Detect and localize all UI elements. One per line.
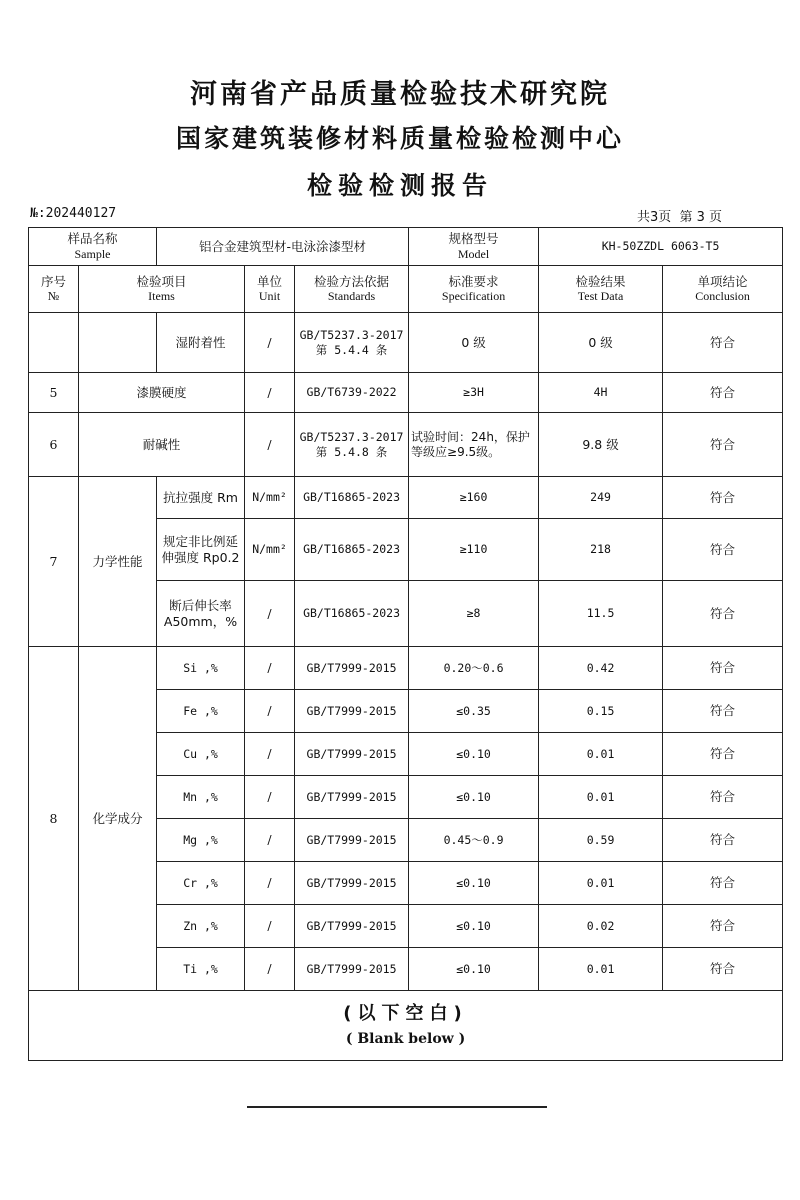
row-unit: / — [245, 733, 295, 776]
col-unit-en: Unit — [258, 289, 281, 304]
model-value: KH-50ZZDL 6063-T5 — [539, 228, 783, 266]
column-header-row — [29, 266, 783, 313]
model-label-en: Model — [457, 246, 490, 261]
row-spec: ≥160 — [409, 477, 539, 519]
table-row — [29, 313, 783, 373]
row-item: Cu ,% — [157, 733, 245, 776]
row-item: 规定非比例延伸强度 Rp0.2 — [157, 519, 245, 581]
row-no: 6 — [29, 413, 79, 477]
total-pages: 共3页 — [637, 210, 672, 225]
blank-below-cn: (以下空白) — [343, 1002, 468, 1024]
results-table — [28, 227, 783, 1061]
col-no-en: № — [47, 289, 60, 304]
row-data: 0.59 — [539, 819, 663, 862]
col-data-cn: 检验结果 — [575, 273, 626, 289]
sample-label-en: Sample — [74, 246, 111, 261]
row-item: Cr ,% — [157, 862, 245, 905]
row-standard: GB/T7999-2015 — [295, 862, 409, 905]
col-concl-cn: 单项结论 — [697, 273, 748, 289]
row-item: Zn ,% — [157, 905, 245, 948]
blank-below-en: ( Blank below ) — [345, 1031, 466, 1047]
current-page: 第 3 页 — [679, 210, 722, 225]
col-spec-en: Specification — [441, 289, 506, 304]
row-standard: GB/T16865-2023 — [295, 519, 409, 581]
row-standard: GB/T7999-2015 — [295, 733, 409, 776]
row-conclusion: 符合 — [663, 905, 783, 948]
row-unit: / — [245, 776, 295, 819]
row-item: 湿附着性 — [157, 313, 245, 373]
row-conclusion: 符合 — [663, 519, 783, 581]
row-conclusion: 符合 — [663, 948, 783, 991]
col-concl-en: Conclusion — [695, 289, 750, 304]
row-item: Mg ,% — [157, 819, 245, 862]
row-item: Ti ,% — [157, 948, 245, 991]
row-item: Fe ,% — [157, 690, 245, 733]
row-spec: 试验时间：24h，保护等级应≥9.5级。 — [409, 413, 539, 477]
table-row — [29, 647, 783, 690]
row-conclusion: 符合 — [663, 313, 783, 373]
row-standard: GB/T5237.3-2017 第 5.4.4 条 — [295, 313, 409, 373]
row-unit: / — [245, 581, 295, 647]
row-unit: N/mm² — [245, 519, 295, 581]
row-conclusion: 符合 — [663, 733, 783, 776]
row-conclusion: 符合 — [663, 477, 783, 519]
row-conclusion: 符合 — [663, 413, 783, 477]
table-row — [29, 413, 783, 477]
row-standard: GB/T16865-2023 — [295, 477, 409, 519]
report-title-institute: 河南省产品质量检验技术研究院 — [190, 79, 610, 110]
sample-row — [29, 228, 783, 266]
row-spec: ≥8 — [409, 581, 539, 647]
row-data: 0.02 — [539, 905, 663, 948]
row-data: 0.15 — [539, 690, 663, 733]
row-spec: ≤0.10 — [409, 733, 539, 776]
row-unit: / — [245, 690, 295, 733]
page-info — [633, 206, 722, 225]
row-data: 0.01 — [539, 733, 663, 776]
sample-value: 铝合金建筑型材-电泳涂漆型材 — [157, 228, 409, 266]
blank-below-cell — [29, 991, 783, 1061]
row-standard: GB/T6739-2022 — [295, 373, 409, 413]
col-no — [29, 266, 79, 313]
row-no — [29, 313, 79, 373]
col-unit — [245, 266, 295, 313]
row-data: 0.01 — [539, 862, 663, 905]
row-conclusion: 符合 — [663, 776, 783, 819]
sample-label-cn: 样品名称 — [67, 231, 118, 247]
row-unit: / — [245, 647, 295, 690]
row-unit: N/mm² — [245, 477, 295, 519]
row-standard: GB/T7999-2015 — [295, 690, 409, 733]
row-conclusion: 符合 — [663, 819, 783, 862]
row-spec: ≤0.35 — [409, 690, 539, 733]
row-item: Si ,% — [157, 647, 245, 690]
col-items-en: Items — [148, 289, 175, 304]
table-row — [29, 477, 783, 519]
row-data: 0.01 — [539, 948, 663, 991]
sample-label — [29, 228, 157, 266]
row-data: 0.01 — [539, 776, 663, 819]
row-unit: / — [245, 819, 295, 862]
row-data: 4H — [539, 373, 663, 413]
col-std-cn: 检验方法依据 — [314, 273, 390, 289]
col-test-data — [539, 266, 663, 313]
row-spec: 0.20～0.6 — [409, 647, 539, 690]
row-group — [79, 313, 157, 373]
row-data: 218 — [539, 519, 663, 581]
row-spec: ≤0.10 — [409, 948, 539, 991]
footer-rule — [247, 1106, 547, 1108]
row-spec: 0 级 — [409, 313, 539, 373]
row-group: 化学成分 — [79, 647, 157, 991]
col-specification — [409, 266, 539, 313]
row-standard: GB/T7999-2015 — [295, 948, 409, 991]
row-standard: GB/T7999-2015 — [295, 905, 409, 948]
report-title-center: 国家建筑装修材料质量检验检测中心 — [175, 124, 624, 153]
row-spec: ≤0.10 — [409, 905, 539, 948]
row-unit: / — [245, 373, 295, 413]
row-item: 耐碱性 — [79, 413, 245, 477]
row-data: 0.42 — [539, 647, 663, 690]
row-no: 7 — [29, 477, 79, 647]
row-conclusion: 符合 — [663, 373, 783, 413]
row-spec: ≥110 — [409, 519, 539, 581]
row-unit: / — [245, 905, 295, 948]
row-data: 0 级 — [539, 313, 663, 373]
row-conclusion: 符合 — [663, 690, 783, 733]
row-spec: ≥3H — [409, 373, 539, 413]
row-spec: ≤0.10 — [409, 862, 539, 905]
col-spec-cn: 标准要求 — [448, 273, 499, 289]
row-spec: 0.45～0.9 — [409, 819, 539, 862]
row-item: 漆膜硬度 — [79, 373, 245, 413]
col-items — [79, 266, 245, 313]
row-unit: / — [245, 413, 295, 477]
report-title: 检验检测报告 — [306, 171, 493, 200]
row-conclusion: 符合 — [663, 647, 783, 690]
row-unit: / — [245, 862, 295, 905]
row-group: 力学性能 — [79, 477, 157, 647]
row-standard: GB/T16865-2023 — [295, 581, 409, 647]
col-no-cn: 序号 — [40, 273, 66, 289]
row-no: 8 — [29, 647, 79, 991]
row-standard: GB/T7999-2015 — [295, 819, 409, 862]
col-data-en: Test Data — [577, 289, 624, 304]
row-standard: GB/T5237.3-2017 第 5.4.8 条 — [295, 413, 409, 477]
model-label-cn: 规格型号 — [448, 231, 499, 247]
row-item: 断后伸长率 A50mm，% — [157, 581, 245, 647]
row-no: 5 — [29, 373, 79, 413]
blank-below-row — [29, 991, 783, 1061]
table-row — [29, 373, 783, 413]
row-unit: / — [245, 313, 295, 373]
col-std-en: Standards — [327, 289, 376, 304]
row-data: 249 — [539, 477, 663, 519]
col-items-cn: 检验项目 — [136, 273, 187, 289]
model-label — [409, 228, 539, 266]
row-standard: GB/T7999-2015 — [295, 647, 409, 690]
row-item: 抗拉强度 Rm — [157, 477, 245, 519]
col-unit-cn: 单位 — [257, 273, 283, 289]
row-data: 9.8 级 — [539, 413, 663, 477]
col-conclusion — [663, 266, 783, 313]
row-unit: / — [245, 948, 295, 991]
row-item: Mn ,% — [157, 776, 245, 819]
row-conclusion: 符合 — [663, 581, 783, 647]
row-conclusion: 符合 — [663, 862, 783, 905]
report-number: №:202440127 — [30, 206, 117, 221]
row-spec: ≤0.10 — [409, 776, 539, 819]
row-standard: GB/T7999-2015 — [295, 776, 409, 819]
col-standards — [295, 266, 409, 313]
row-data: 11.5 — [539, 581, 663, 647]
